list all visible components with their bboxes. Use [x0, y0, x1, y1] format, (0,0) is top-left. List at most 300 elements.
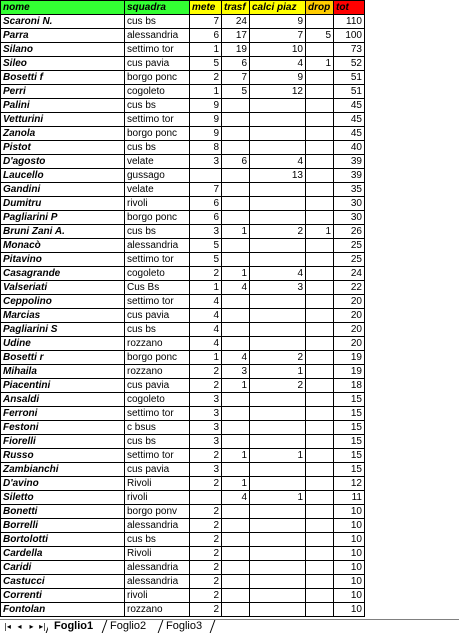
- cell-nome[interactable]: Gandini: [1, 183, 125, 197]
- cell-tot[interactable]: 26: [334, 225, 365, 239]
- cell-nome[interactable]: Bosetti f: [1, 71, 125, 85]
- cell-nome[interactable]: Silano: [1, 43, 125, 57]
- cell-mete[interactable]: 1: [190, 85, 222, 99]
- cell-drop[interactable]: [306, 407, 334, 421]
- cell-calci-piaz[interactable]: [250, 547, 306, 561]
- cell-trasf[interactable]: 7: [222, 71, 250, 85]
- cell-drop[interactable]: 5: [306, 29, 334, 43]
- cell-calci-piaz[interactable]: [250, 477, 306, 491]
- cell-calci-piaz[interactable]: [250, 253, 306, 267]
- cell-nome[interactable]: Ferroni: [1, 407, 125, 421]
- cell-trasf[interactable]: 1: [222, 449, 250, 463]
- cell-tot[interactable]: 10: [334, 575, 365, 589]
- cell-squadra[interactable]: c bsus: [125, 421, 190, 435]
- cell-trasf[interactable]: [222, 197, 250, 211]
- cell-drop[interactable]: [306, 155, 334, 169]
- cell-tot[interactable]: 10: [334, 533, 365, 547]
- tab-foglio2[interactable]: Foglio2: [110, 620, 147, 632]
- cell-squadra[interactable]: settimo tor: [125, 113, 190, 127]
- cell-mete[interactable]: 6: [190, 29, 222, 43]
- cell-tot[interactable]: 51: [334, 71, 365, 85]
- cell-drop[interactable]: [306, 435, 334, 449]
- cell-trasf[interactable]: [222, 169, 250, 183]
- cell-trasf[interactable]: 1: [222, 477, 250, 491]
- cell-squadra[interactable]: rozzano: [125, 365, 190, 379]
- cell-mete[interactable]: 2: [190, 519, 222, 533]
- cell-mete[interactable]: [190, 491, 222, 505]
- cell-tot[interactable]: 25: [334, 253, 365, 267]
- cell-drop[interactable]: 1: [306, 57, 334, 71]
- cell-calci-piaz[interactable]: 13: [250, 169, 306, 183]
- cell-calci-piaz[interactable]: [250, 519, 306, 533]
- cell-mete[interactable]: 9: [190, 99, 222, 113]
- cell-calci-piaz[interactable]: 2: [250, 379, 306, 393]
- cell-calci-piaz[interactable]: [250, 505, 306, 519]
- cell-nome[interactable]: Correnti: [1, 589, 125, 603]
- first-sheet-icon[interactable]: |◂: [4, 622, 11, 631]
- cell-tot[interactable]: 10: [334, 561, 365, 575]
- cell-tot[interactable]: 30: [334, 211, 365, 225]
- cell-calci-piaz[interactable]: 4: [250, 267, 306, 281]
- cell-trasf[interactable]: [222, 99, 250, 113]
- header-nome[interactable]: nome: [1, 1, 125, 15]
- cell-squadra[interactable]: cus pavia: [125, 463, 190, 477]
- cell-trasf[interactable]: 1: [222, 225, 250, 239]
- cell-tot[interactable]: 20: [334, 323, 365, 337]
- cell-tot[interactable]: 15: [334, 449, 365, 463]
- cell-trasf[interactable]: [222, 337, 250, 351]
- cell-squadra[interactable]: cus pavia: [125, 379, 190, 393]
- cell-mete[interactable]: [190, 169, 222, 183]
- cell-calci-piaz[interactable]: [250, 113, 306, 127]
- cell-trasf[interactable]: [222, 575, 250, 589]
- cell-trasf[interactable]: [222, 547, 250, 561]
- cell-calci-piaz[interactable]: [250, 575, 306, 589]
- cell-nome[interactable]: Pagliarini S: [1, 323, 125, 337]
- cell-drop[interactable]: [306, 43, 334, 57]
- cell-tot[interactable]: 15: [334, 463, 365, 477]
- cell-squadra[interactable]: rozzano: [125, 603, 190, 617]
- cell-nome[interactable]: Vetturini: [1, 113, 125, 127]
- cell-tot[interactable]: 51: [334, 85, 365, 99]
- cell-calci-piaz[interactable]: [250, 463, 306, 477]
- cell-mete[interactable]: 3: [190, 435, 222, 449]
- cell-squadra[interactable]: alessandria: [125, 561, 190, 575]
- cell-tot[interactable]: 20: [334, 337, 365, 351]
- cell-mete[interactable]: 6: [190, 211, 222, 225]
- cell-nome[interactable]: Monacò: [1, 239, 125, 253]
- cell-mete[interactable]: 2: [190, 505, 222, 519]
- cell-trasf[interactable]: 4: [222, 491, 250, 505]
- cell-mete[interactable]: 5: [190, 253, 222, 267]
- cell-squadra[interactable]: settimo tor: [125, 449, 190, 463]
- cell-tot[interactable]: 10: [334, 519, 365, 533]
- cell-trasf[interactable]: 6: [222, 155, 250, 169]
- cell-drop[interactable]: [306, 309, 334, 323]
- header-calci-piaz[interactable]: calci piaz: [250, 1, 306, 15]
- cell-squadra[interactable]: rozzano: [125, 337, 190, 351]
- cell-nome[interactable]: Caridi: [1, 561, 125, 575]
- cell-nome[interactable]: Dumitru: [1, 197, 125, 211]
- cell-mete[interactable]: 3: [190, 421, 222, 435]
- cell-nome[interactable]: Zanola: [1, 127, 125, 141]
- cell-mete[interactable]: 3: [190, 393, 222, 407]
- cell-nome[interactable]: Russo: [1, 449, 125, 463]
- cell-nome[interactable]: D'avino: [1, 477, 125, 491]
- cell-trasf[interactable]: 1: [222, 379, 250, 393]
- cell-tot[interactable]: 45: [334, 113, 365, 127]
- cell-mete[interactable]: 5: [190, 239, 222, 253]
- cell-drop[interactable]: [306, 323, 334, 337]
- cell-squadra[interactable]: borgo ponc: [125, 351, 190, 365]
- tab-foglio1[interactable]: Foglio1: [48, 620, 99, 633]
- cell-calci-piaz[interactable]: [250, 393, 306, 407]
- cell-mete[interactable]: 3: [190, 225, 222, 239]
- cell-nome[interactable]: Bonetti: [1, 505, 125, 519]
- cell-calci-piaz[interactable]: 2: [250, 351, 306, 365]
- cell-squadra[interactable]: gussago: [125, 169, 190, 183]
- cell-squadra[interactable]: rivoli: [125, 589, 190, 603]
- cell-tot[interactable]: 15: [334, 407, 365, 421]
- cell-calci-piaz[interactable]: [250, 533, 306, 547]
- cell-drop[interactable]: [306, 379, 334, 393]
- cell-nome[interactable]: Scaroni N.: [1, 15, 125, 29]
- cell-calci-piaz[interactable]: 1: [250, 491, 306, 505]
- cell-calci-piaz[interactable]: 12: [250, 85, 306, 99]
- cell-tot[interactable]: 20: [334, 295, 365, 309]
- cell-calci-piaz[interactable]: 9: [250, 15, 306, 29]
- cell-squadra[interactable]: Rivoli: [125, 547, 190, 561]
- cell-drop[interactable]: [306, 281, 334, 295]
- cell-trasf[interactable]: [222, 603, 250, 617]
- cell-squadra[interactable]: settimo tor: [125, 407, 190, 421]
- cell-squadra[interactable]: alessandria: [125, 239, 190, 253]
- cell-trasf[interactable]: [222, 253, 250, 267]
- cell-mete[interactable]: 1: [190, 351, 222, 365]
- cell-squadra[interactable]: cogoleto: [125, 393, 190, 407]
- cell-mete[interactable]: 9: [190, 127, 222, 141]
- cell-squadra[interactable]: alessandria: [125, 519, 190, 533]
- cell-mete[interactable]: 9: [190, 113, 222, 127]
- cell-mete[interactable]: 8: [190, 141, 222, 155]
- cell-calci-piaz[interactable]: [250, 603, 306, 617]
- cell-squadra[interactable]: borgo ponc: [125, 211, 190, 225]
- cell-calci-piaz[interactable]: [250, 309, 306, 323]
- cell-calci-piaz[interactable]: [250, 323, 306, 337]
- cell-drop[interactable]: [306, 449, 334, 463]
- cell-mete[interactable]: 2: [190, 379, 222, 393]
- cell-calci-piaz[interactable]: [250, 127, 306, 141]
- cell-tot[interactable]: 19: [334, 365, 365, 379]
- cell-squadra[interactable]: cus bs: [125, 99, 190, 113]
- cell-trasf[interactable]: [222, 407, 250, 421]
- tab-foglio3[interactable]: Foglio3: [166, 620, 203, 632]
- cell-nome[interactable]: Mihaila: [1, 365, 125, 379]
- cell-nome[interactable]: Zambianchi: [1, 463, 125, 477]
- cell-calci-piaz[interactable]: [250, 407, 306, 421]
- cell-nome[interactable]: Parra: [1, 29, 125, 43]
- cell-calci-piaz[interactable]: 1: [250, 365, 306, 379]
- cell-nome[interactable]: Bortolotti: [1, 533, 125, 547]
- cell-calci-piaz[interactable]: 4: [250, 155, 306, 169]
- cell-squadra[interactable]: Cus Bs: [125, 281, 190, 295]
- cell-drop[interactable]: [306, 267, 334, 281]
- cell-tot[interactable]: 10: [334, 547, 365, 561]
- cell-trasf[interactable]: [222, 519, 250, 533]
- cell-tot[interactable]: 24: [334, 267, 365, 281]
- cell-nome[interactable]: Perri: [1, 85, 125, 99]
- cell-calci-piaz[interactable]: [250, 337, 306, 351]
- cell-tot[interactable]: 19: [334, 351, 365, 365]
- cell-drop[interactable]: [306, 505, 334, 519]
- cell-drop[interactable]: [306, 337, 334, 351]
- cell-trasf[interactable]: 17: [222, 29, 250, 43]
- cell-tot[interactable]: 15: [334, 421, 365, 435]
- cell-trasf[interactable]: 19: [222, 43, 250, 57]
- cell-nome[interactable]: Fontolan: [1, 603, 125, 617]
- cell-tot[interactable]: 45: [334, 99, 365, 113]
- cell-mete[interactable]: 2: [190, 365, 222, 379]
- cell-calci-piaz[interactable]: 1: [250, 449, 306, 463]
- cell-squadra[interactable]: cus bs: [125, 15, 190, 29]
- cell-mete[interactable]: 4: [190, 323, 222, 337]
- cell-trasf[interactable]: 3: [222, 365, 250, 379]
- cell-calci-piaz[interactable]: [250, 295, 306, 309]
- cell-squadra[interactable]: borgo ponc: [125, 71, 190, 85]
- cell-squadra[interactable]: settimo tor: [125, 253, 190, 267]
- next-sheet-icon[interactable]: ▸: [29, 622, 34, 631]
- cell-nome[interactable]: Borrelli: [1, 519, 125, 533]
- cell-tot[interactable]: 11: [334, 491, 365, 505]
- cell-tot[interactable]: 20: [334, 309, 365, 323]
- cell-calci-piaz[interactable]: [250, 141, 306, 155]
- cell-nome[interactable]: Bruni Zani A.: [1, 225, 125, 239]
- cell-nome[interactable]: D'agosto: [1, 155, 125, 169]
- cell-trasf[interactable]: [222, 533, 250, 547]
- cell-nome[interactable]: Marcias: [1, 309, 125, 323]
- cell-tot[interactable]: 10: [334, 505, 365, 519]
- cell-squadra[interactable]: cus pavia: [125, 57, 190, 71]
- cell-drop[interactable]: [306, 183, 334, 197]
- cell-mete[interactable]: 2: [190, 589, 222, 603]
- cell-drop[interactable]: [306, 491, 334, 505]
- cell-calci-piaz[interactable]: 2: [250, 225, 306, 239]
- cell-drop[interactable]: [306, 71, 334, 85]
- cell-drop[interactable]: [306, 253, 334, 267]
- cell-mete[interactable]: 4: [190, 295, 222, 309]
- cell-tot[interactable]: 100: [334, 29, 365, 43]
- cell-drop[interactable]: [306, 519, 334, 533]
- cell-mete[interactable]: 2: [190, 449, 222, 463]
- cell-calci-piaz[interactable]: 10: [250, 43, 306, 57]
- cell-calci-piaz[interactable]: 7: [250, 29, 306, 43]
- cell-mete[interactable]: 3: [190, 463, 222, 477]
- cell-squadra[interactable]: cus bs: [125, 533, 190, 547]
- cell-mete[interactable]: 6: [190, 197, 222, 211]
- header-drop[interactable]: drop: [306, 1, 334, 15]
- cell-tot[interactable]: 40: [334, 141, 365, 155]
- cell-drop[interactable]: [306, 127, 334, 141]
- cell-squadra[interactable]: cus bs: [125, 323, 190, 337]
- cell-tot[interactable]: 110: [334, 15, 365, 29]
- cell-drop[interactable]: [306, 169, 334, 183]
- cell-mete[interactable]: 3: [190, 155, 222, 169]
- cell-trasf[interactable]: 1: [222, 267, 250, 281]
- cell-calci-piaz[interactable]: [250, 99, 306, 113]
- cell-tot[interactable]: 12: [334, 477, 365, 491]
- cell-drop[interactable]: [306, 603, 334, 617]
- cell-squadra[interactable]: cogoleto: [125, 85, 190, 99]
- cell-calci-piaz[interactable]: [250, 197, 306, 211]
- cell-mete[interactable]: 3: [190, 407, 222, 421]
- cell-nome[interactable]: Casagrande: [1, 267, 125, 281]
- cell-tot[interactable]: 52: [334, 57, 365, 71]
- cell-trasf[interactable]: [222, 589, 250, 603]
- cell-tot[interactable]: 15: [334, 435, 365, 449]
- cell-nome[interactable]: Palini: [1, 99, 125, 113]
- cell-squadra[interactable]: cus bs: [125, 141, 190, 155]
- cell-trasf[interactable]: 5: [222, 85, 250, 99]
- cell-calci-piaz[interactable]: [250, 421, 306, 435]
- cell-trasf[interactable]: [222, 561, 250, 575]
- cell-mete[interactable]: 7: [190, 15, 222, 29]
- cell-mete[interactable]: 2: [190, 575, 222, 589]
- cell-nome[interactable]: Ceppolino: [1, 295, 125, 309]
- cell-calci-piaz[interactable]: [250, 561, 306, 575]
- cell-tot[interactable]: 25: [334, 239, 365, 253]
- cell-squadra[interactable]: cus pavia: [125, 309, 190, 323]
- cell-tot[interactable]: 18: [334, 379, 365, 393]
- cell-calci-piaz[interactable]: [250, 435, 306, 449]
- header-squadra[interactable]: squadra: [125, 1, 190, 15]
- cell-trasf[interactable]: [222, 295, 250, 309]
- cell-drop[interactable]: [306, 197, 334, 211]
- cell-calci-piaz[interactable]: 3: [250, 281, 306, 295]
- cell-drop[interactable]: [306, 15, 334, 29]
- cell-tot[interactable]: 10: [334, 603, 365, 617]
- cell-tot[interactable]: 10: [334, 589, 365, 603]
- header-trasf[interactable]: trasf: [222, 1, 250, 15]
- cell-nome[interactable]: Laucello: [1, 169, 125, 183]
- cell-trasf[interactable]: 4: [222, 351, 250, 365]
- cell-trasf[interactable]: [222, 323, 250, 337]
- cell-nome[interactable]: Siletto: [1, 491, 125, 505]
- cell-squadra[interactable]: Rivoli: [125, 477, 190, 491]
- cell-trasf[interactable]: [222, 435, 250, 449]
- cell-nome[interactable]: Cardella: [1, 547, 125, 561]
- cell-drop[interactable]: [306, 141, 334, 155]
- cell-drop[interactable]: [306, 561, 334, 575]
- cell-trasf[interactable]: [222, 421, 250, 435]
- cell-drop[interactable]: [306, 393, 334, 407]
- cell-trasf[interactable]: [222, 127, 250, 141]
- last-sheet-icon[interactable]: ▸|: [39, 622, 46, 631]
- cell-mete[interactable]: 2: [190, 71, 222, 85]
- cell-nome[interactable]: Piacentini: [1, 379, 125, 393]
- cell-drop[interactable]: [306, 85, 334, 99]
- cell-nome[interactable]: Festoni: [1, 421, 125, 435]
- cell-nome[interactable]: Pistot: [1, 141, 125, 155]
- cell-drop[interactable]: [306, 421, 334, 435]
- cell-squadra[interactable]: alessandria: [125, 29, 190, 43]
- cell-squadra[interactable]: cogoleto: [125, 267, 190, 281]
- cell-nome[interactable]: Pitavino: [1, 253, 125, 267]
- cell-trasf[interactable]: [222, 141, 250, 155]
- cell-drop[interactable]: [306, 477, 334, 491]
- cell-drop[interactable]: [306, 239, 334, 253]
- cell-tot[interactable]: 45: [334, 127, 365, 141]
- cell-drop[interactable]: [306, 533, 334, 547]
- cell-trasf[interactable]: [222, 309, 250, 323]
- cell-calci-piaz[interactable]: [250, 589, 306, 603]
- cell-squadra[interactable]: cus bs: [125, 435, 190, 449]
- cell-trasf[interactable]: 4: [222, 281, 250, 295]
- cell-squadra[interactable]: borgo ponc: [125, 127, 190, 141]
- cell-drop[interactable]: [306, 365, 334, 379]
- cell-squadra[interactable]: cus bs: [125, 225, 190, 239]
- cell-squadra[interactable]: settimo tor: [125, 43, 190, 57]
- cell-trasf[interactable]: [222, 463, 250, 477]
- cell-drop[interactable]: [306, 99, 334, 113]
- cell-drop[interactable]: [306, 463, 334, 477]
- cell-mete[interactable]: 2: [190, 603, 222, 617]
- cell-mete[interactable]: 4: [190, 309, 222, 323]
- cell-squadra[interactable]: rivoli: [125, 491, 190, 505]
- cell-tot[interactable]: 15: [334, 393, 365, 407]
- cell-squadra[interactable]: rivoli: [125, 197, 190, 211]
- cell-drop[interactable]: [306, 211, 334, 225]
- cell-mete[interactable]: 1: [190, 43, 222, 57]
- cell-nome[interactable]: Bosetti r: [1, 351, 125, 365]
- cell-mete[interactable]: 4: [190, 337, 222, 351]
- cell-nome[interactable]: Fiorelli: [1, 435, 125, 449]
- cell-tot[interactable]: 35: [334, 183, 365, 197]
- cell-drop[interactable]: [306, 575, 334, 589]
- cell-trasf[interactable]: [222, 183, 250, 197]
- cell-mete[interactable]: 2: [190, 547, 222, 561]
- header-mete[interactable]: mete: [190, 1, 222, 15]
- cell-mete[interactable]: 5: [190, 57, 222, 71]
- prev-sheet-icon[interactable]: ◂: [17, 622, 22, 631]
- cell-nome[interactable]: Ansaldi: [1, 393, 125, 407]
- cell-calci-piaz[interactable]: [250, 183, 306, 197]
- cell-trasf[interactable]: [222, 393, 250, 407]
- cell-trasf[interactable]: [222, 239, 250, 253]
- cell-mete[interactable]: 1: [190, 281, 222, 295]
- cell-drop[interactable]: [306, 351, 334, 365]
- cell-drop[interactable]: [306, 589, 334, 603]
- cell-tot[interactable]: 22: [334, 281, 365, 295]
- cell-tot[interactable]: 39: [334, 169, 365, 183]
- cell-mete[interactable]: 7: [190, 183, 222, 197]
- cell-squadra[interactable]: velate: [125, 183, 190, 197]
- cell-mete[interactable]: 2: [190, 561, 222, 575]
- cell-calci-piaz[interactable]: 9: [250, 71, 306, 85]
- cell-nome[interactable]: Castucci: [1, 575, 125, 589]
- cell-trasf[interactable]: [222, 113, 250, 127]
- cell-mete[interactable]: 2: [190, 267, 222, 281]
- cell-mete[interactable]: 2: [190, 533, 222, 547]
- cell-trasf[interactable]: [222, 505, 250, 519]
- cell-nome[interactable]: Udine: [1, 337, 125, 351]
- cell-calci-piaz[interactable]: 4: [250, 57, 306, 71]
- cell-calci-piaz[interactable]: [250, 211, 306, 225]
- cell-drop[interactable]: 1: [306, 225, 334, 239]
- cell-drop[interactable]: [306, 295, 334, 309]
- cell-tot[interactable]: 73: [334, 43, 365, 57]
- cell-squadra[interactable]: velate: [125, 155, 190, 169]
- cell-tot[interactable]: 30: [334, 197, 365, 211]
